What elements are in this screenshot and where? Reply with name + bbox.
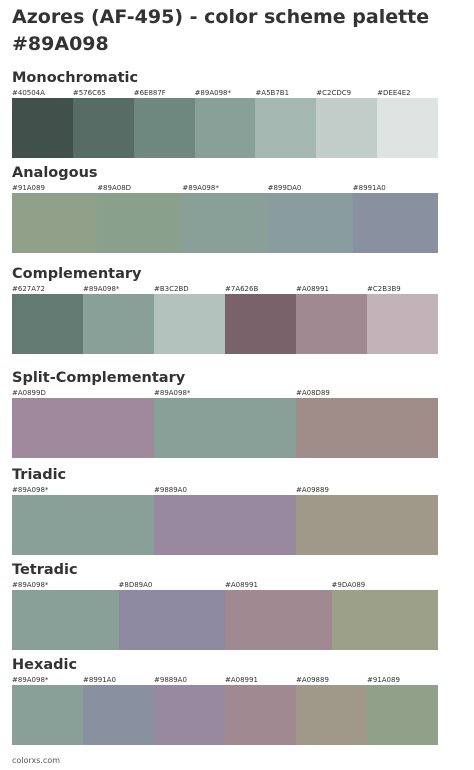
swatch-label: #89A08D [97,184,132,192]
color-swatch[interactable] [377,98,438,158]
swatch-label: #A09889 [296,486,329,494]
color-swatch[interactable] [119,590,226,650]
section-title: Hexadic [12,657,78,673]
swatch-label: #A08991 [296,285,329,293]
swatch-label: #A08991 [225,581,258,589]
swatch-label: #A09889 [296,676,329,684]
palette-section-hexadic [12,655,438,745]
color-swatch[interactable] [296,685,367,745]
swatch-labels [12,485,438,495]
swatch-label: #8991A0 [352,184,386,192]
swatch-row [12,685,438,745]
section-title: Analogous [12,165,98,181]
palette-section-tetradic [12,560,438,650]
color-swatch[interactable] [296,495,438,555]
section-title: Monochromatic [12,70,139,86]
swatch-label: #89A098* [83,285,120,293]
color-swatch[interactable] [268,193,353,253]
color-swatch[interactable] [73,98,134,158]
swatch-label: #627A72 [12,285,45,293]
page-title-line1: Azores (AF-495) - color scheme palette [12,6,430,28]
swatch-label: #576C65 [72,89,106,97]
color-swatch[interactable] [255,98,316,158]
section-title: Split-Complementary [12,370,186,386]
swatch-row [12,590,438,650]
swatch-label: #9889A0 [154,486,187,494]
color-swatch[interactable] [332,590,439,650]
color-swatch[interactable] [296,294,367,354]
color-swatch[interactable] [12,98,73,158]
swatch-row [12,495,438,555]
swatch-label: #C2CDC9 [316,89,352,97]
swatch-label: #40504A [12,89,45,97]
color-swatch[interactable] [316,98,377,158]
swatch-row [12,398,438,458]
color-swatch[interactable] [182,193,267,253]
color-swatch[interactable] [12,590,119,650]
page-title-line2: #89A098 [12,33,109,55]
swatch-label: #7A626B [225,285,259,293]
color-swatch[interactable] [83,294,154,354]
page-title [12,4,462,58]
swatch-label: #B3C2BD [154,285,189,293]
swatch-label: #A0899D [12,389,46,397]
color-swatch[interactable] [154,294,225,354]
swatch-label: #91A089 [367,676,400,684]
swatch-label: #89A098* [154,389,191,397]
swatch-label: #899DA0 [267,184,302,192]
swatch-labels [12,88,438,98]
swatch-label: #6E887F [133,89,166,97]
color-swatch[interactable] [83,685,154,745]
swatch-label: #A08991 [225,676,258,684]
swatch-labels [12,388,438,398]
color-swatch[interactable] [12,294,83,354]
swatch-label: #C2B3B9 [367,285,401,293]
color-swatch[interactable] [154,685,225,745]
swatch-label: #9DA089 [331,581,366,589]
palette-section-triadic [12,465,438,555]
color-swatch[interactable] [97,193,182,253]
color-swatch[interactable] [225,294,296,354]
color-swatch[interactable] [195,98,256,158]
swatch-label: #89A098* [12,486,49,494]
swatch-label: #89A098* [12,581,49,589]
color-swatch[interactable] [154,495,296,555]
swatch-label: #89A098* [12,676,49,684]
swatch-label: #8D89A0 [118,581,153,589]
swatch-labels [12,675,438,685]
section-title: Tetradic [12,562,78,578]
color-swatch[interactable] [296,398,438,458]
palette-section-analogous [12,163,438,253]
swatch-row [12,294,438,354]
color-swatch[interactable] [12,685,83,745]
color-swatch[interactable] [353,193,438,253]
color-swatch[interactable] [134,98,195,158]
swatch-label: #DEE4E2 [377,89,411,97]
swatch-label: #9889A0 [154,676,187,684]
swatch-row [12,98,438,158]
swatch-labels [12,580,438,590]
swatch-label: #8991A0 [83,676,116,684]
color-swatch[interactable] [12,495,154,555]
color-swatch[interactable] [225,685,296,745]
color-swatch[interactable] [367,685,438,745]
swatch-label: #A5B7B1 [255,89,290,97]
palette-section-split-complementary [12,368,438,458]
swatch-label: #89A098* [194,89,231,97]
color-swatch[interactable] [367,294,438,354]
swatch-row [12,193,438,253]
swatch-labels [12,284,438,294]
swatch-label: #89A098* [182,184,219,192]
site-footer[interactable]: colorxs.com [12,756,61,765]
color-swatch[interactable] [12,398,154,458]
swatch-label: #91A089 [12,184,45,192]
section-title: Triadic [12,467,67,483]
color-swatch[interactable] [12,193,97,253]
swatch-label: #A08D89 [296,389,330,397]
palette-section-complementary [12,264,438,354]
color-swatch[interactable] [225,590,332,650]
section-title: Complementary [12,266,142,282]
palette-section-monochromatic [12,68,438,158]
color-swatch[interactable] [154,398,296,458]
swatch-labels [12,183,438,193]
